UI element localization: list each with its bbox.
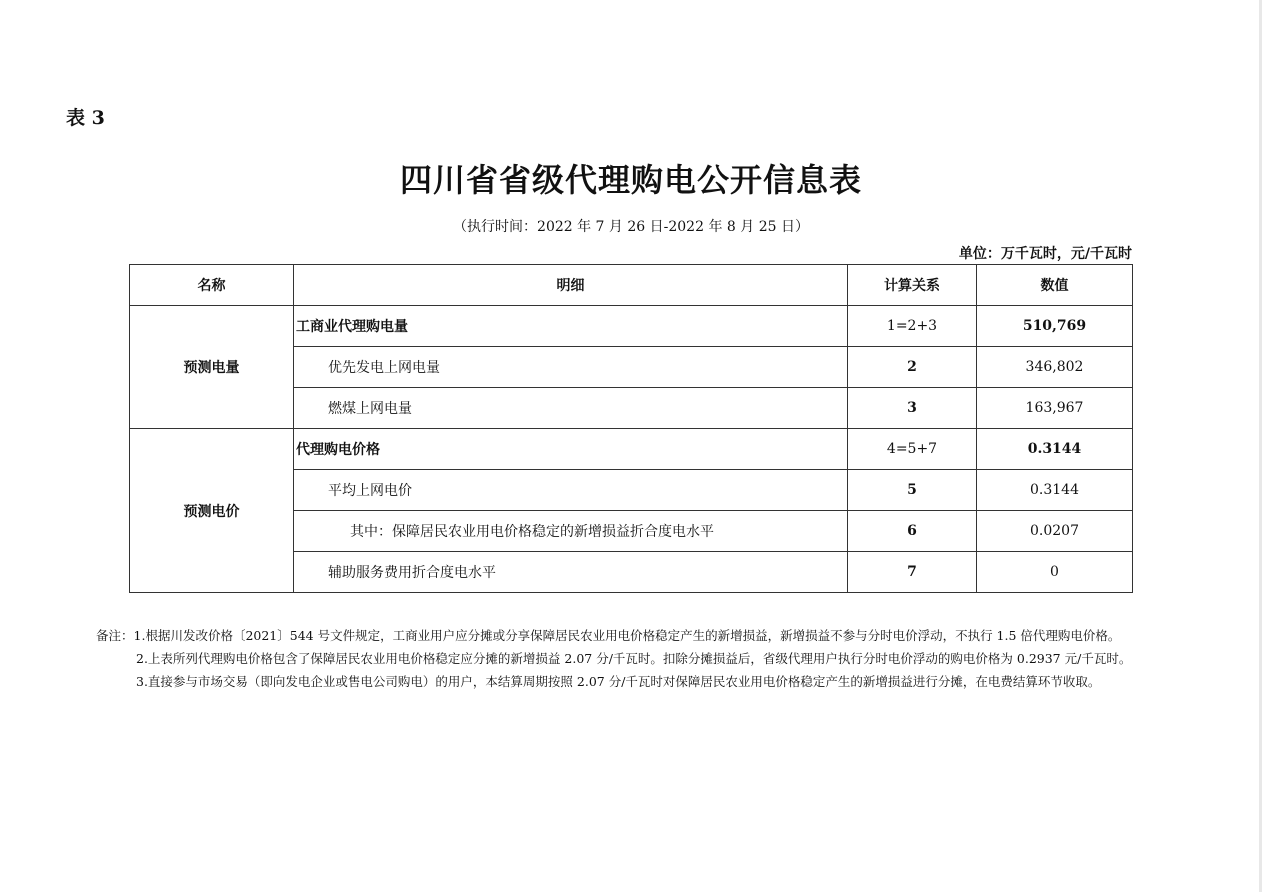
info-table bbox=[129, 264, 1133, 593]
row-calc: 6 bbox=[848, 511, 977, 552]
row-detail: 其中：保障居民农业用电价格稳定的新增损益折合度电水平 bbox=[294, 511, 848, 552]
row-value: 346,802 bbox=[977, 347, 1133, 388]
table-row bbox=[130, 306, 1133, 347]
header-name: 名称 bbox=[130, 265, 294, 306]
header-calc: 计算关系 bbox=[848, 265, 977, 306]
note-1 bbox=[96, 624, 1131, 647]
row-calc: 7 bbox=[848, 552, 977, 593]
group-name-forecast-volume: 预测电量 bbox=[130, 306, 294, 429]
page-subtitle: （执行时间：2022 年 7 月 26 日-2022 年 8 月 25 日） bbox=[453, 219, 809, 235]
row-calc: 5 bbox=[848, 470, 977, 511]
row-detail: 燃煤上网电量 bbox=[294, 388, 848, 429]
row-value: 510,769 bbox=[977, 306, 1133, 347]
row-detail: 工商业代理购电量 bbox=[294, 306, 848, 347]
header-row bbox=[130, 265, 1133, 306]
header-detail: 明细 bbox=[294, 265, 848, 306]
group-name-forecast-price: 预测电价 bbox=[130, 429, 294, 593]
row-calc: 2 bbox=[848, 347, 977, 388]
row-detail: 平均上网电价 bbox=[294, 470, 848, 511]
row-detail: 优先发电上网电量 bbox=[294, 347, 848, 388]
unit-note: 单位：万千瓦时，元/千瓦时 bbox=[958, 246, 1132, 262]
header-value: 数值 bbox=[977, 265, 1133, 306]
row-value: 0.0207 bbox=[977, 511, 1133, 552]
row-calc: 3 bbox=[848, 388, 977, 429]
row-calc: 1=2+3 bbox=[848, 306, 977, 347]
row-value: 0.3144 bbox=[977, 429, 1133, 470]
notes-prefix: 备注： bbox=[96, 628, 134, 643]
row-calc: 4=5+7 bbox=[848, 429, 977, 470]
table-label: 表 3 bbox=[66, 107, 105, 129]
note-3: 3.直接参与市场交易（即向发电企业或售电公司购电）的用户，本结算周期按照 2.07 分/千瓦时对保障居民农业用电价格稳定产生的新增损益进行分摊，在电费结算环节收取。 bbox=[136, 674, 1101, 689]
table-row bbox=[130, 429, 1133, 470]
note-text: 1.根据川发改价格〔2021〕544 号文件规定，工商业用户应分摊或分享保障居民农业用电价格稳定产生的新增损益，新增损益不参与分时电价浮动，不执行 1.5 倍代理购电价格。 bbox=[133, 628, 1121, 643]
row-value: 0.3144 bbox=[977, 470, 1133, 511]
page-title: 四川省省级代理购电公开信息表 bbox=[399, 161, 862, 199]
note-2: 2.上表所列代理购电价格包含了保障居民农业用电价格稳定应分摊的新增损益 2.07 分/千瓦时。扣除分摊损益后，省级代理用户执行分时电价浮动的购电价格为 0.2937 元/千瓦时。 bbox=[136, 651, 1132, 666]
row-detail: 辅助服务费用折合度电水平 bbox=[294, 552, 848, 593]
row-detail: 代理购电价格 bbox=[294, 429, 848, 470]
row-value: 163,967 bbox=[977, 388, 1133, 429]
row-value: 0 bbox=[977, 552, 1133, 593]
notes-section bbox=[96, 624, 1131, 693]
